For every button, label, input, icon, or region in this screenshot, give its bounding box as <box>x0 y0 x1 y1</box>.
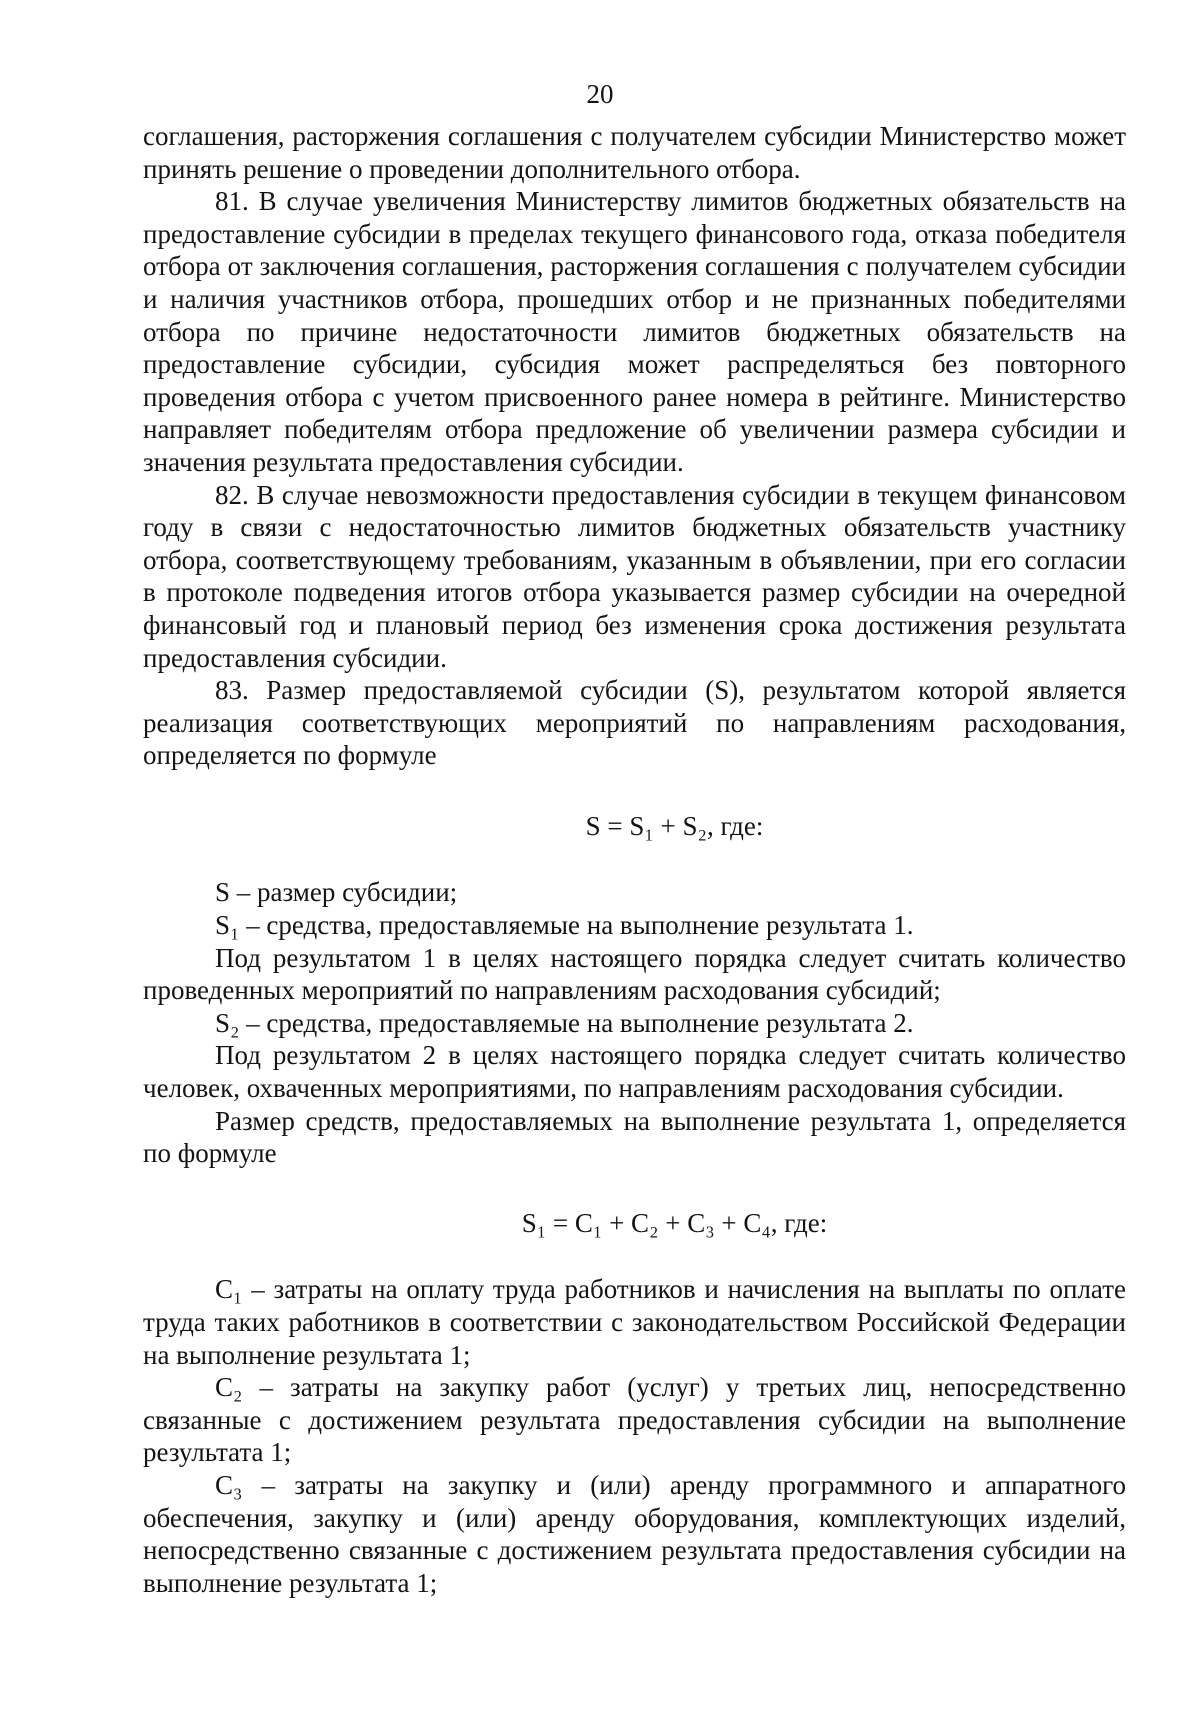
definition-c2: C₂ – затраты на закупку работ (услуг) у третьих лиц, непосредственно связанные с достижением результата предоставления субсидии на выполнение результата 1; <box>143 1372 1126 1468</box>
definition-c1: C₁ – затраты на оплату труда работников и начисления на выплаты по оплате труда таких работников в соответствии с законодательством Российской Федерации на выполнение результата 1; <box>143 1274 1126 1370</box>
definition-s: S – размер субсидии; <box>215 877 458 908</box>
definition-s2: S₂ – средства, предоставляемые на выполнение результата 2. <box>215 1007 914 1038</box>
definition-result-2: Под результатом 2 в целях настоящего порядка следует считать количество человек, охваченных мероприятиями, по направлениям расходования субсидии. <box>143 1040 1126 1104</box>
paragraph-83: 83. Размер предоставляемой субсидии (S), результатом которой является реализация соответствующих мероприятий по направлениям расходования, определяется по формуле <box>143 675 1126 771</box>
definition-s1: S₁ – средства, предоставляемые на выполнение результата 1. <box>215 910 914 941</box>
definition-result-1: Под результатом 1 в целях настоящего порядка следует считать количество проведенных мероприятий по направлениям расходования субсидий; <box>143 942 1126 1006</box>
formula-subsidy-total: S = S₁ + S₂, где: <box>585 810 764 841</box>
paragraph-continuation: соглашения, расторжения соглашения с получателем субсидии Министерство может принять решение о проведении дополнительного отбора. <box>143 121 1126 184</box>
paragraph-size-intro: Размер средств, предоставляемых на выполнение результата 1, определяется по формуле <box>143 1105 1126 1169</box>
paragraph-82: 82. В случае невозможности предоставления субсидии в текущем финансовом году в связи с недостаточностью лимитов бюджетных обязательств участнику отбора, соответствующему требованиям, указанным в объявлении, при его согласии в протоколе подведения итогов отбора указывается размер субсидии на очередной финансовый год и плановый период без изменения срока достижения результата предоставления субсидии. <box>143 479 1126 673</box>
formula-s1: S₁ = C₁ + C₂ + C₃ + C₄, где: <box>521 1207 828 1238</box>
document-body <box>143 120 1126 1599</box>
page-number: 20 <box>586 79 614 109</box>
paragraph-81: 81. В случае увеличения Министерству лимитов бюджетных обязательств на предоставление субсидии в пределах текущего финансового года, отказа победителя отбора от заключения соглашения, расторжения соглашения с получателем субсидии и наличия участников отбора, прошедших отбор и не признанных победителями отбора по причине недостаточности лимитов бюджетных обязательств на предоставление субсидии, субсидия может распределяться без повторного проведения отбора с учетом присвоенного ранее номера в рейтинге. Министерство направляет победителям отбора предложение об увеличении размера субсидии и значения результата предоставления субсидии. <box>143 186 1126 477</box>
definition-c3: C₃ – затраты на закупку и (или) аренду программного и аппаратного обеспечения, закупку и (или) аренду оборудования, комплектующих изделий, непосредственно связанные с достижением результата предоставления субсидии на выполнение результата 1; <box>143 1469 1126 1598</box>
